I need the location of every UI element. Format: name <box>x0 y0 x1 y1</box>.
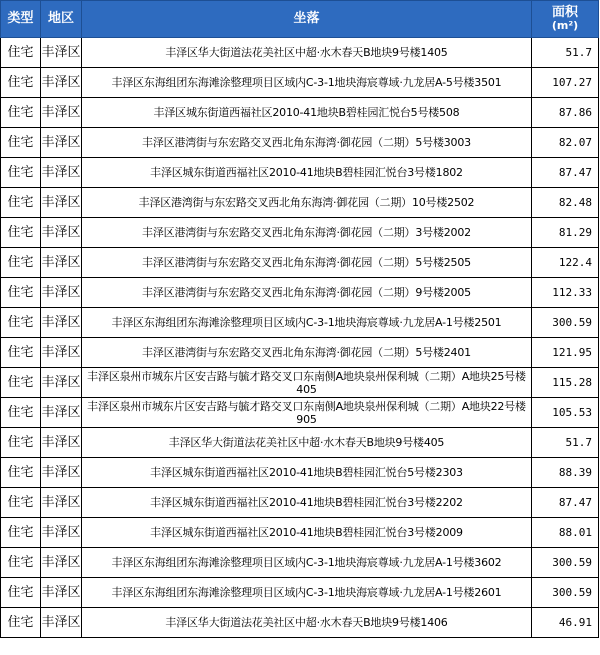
cell-type: 住宅 <box>1 158 41 188</box>
cell-type: 住宅 <box>1 398 41 428</box>
cell-area: 丰泽区 <box>41 248 82 278</box>
cell-type: 住宅 <box>1 308 41 338</box>
cell-type: 住宅 <box>1 548 41 578</box>
cell-area: 丰泽区 <box>41 158 82 188</box>
cell-area: 丰泽区 <box>41 98 82 128</box>
table-row <box>1 488 599 518</box>
cell-size: 87.86 <box>532 98 599 128</box>
cell-location: 丰泽区东海组团东海滩涂整理项目区域内C-3-1地块海宸尊域·九龙居A-1号楼2601 <box>82 578 532 608</box>
cell-size: 300.59 <box>532 578 599 608</box>
cell-type: 住宅 <box>1 428 41 458</box>
cell-location: 丰泽区泉州市城东片区安吉路与毓才路交叉口东南侧A地块泉州保利城（二期）A地块25号楼405 <box>82 368 532 398</box>
table-row <box>1 248 599 278</box>
cell-location: 丰泽区城东街道西福社区2010-41地块B碧桂园汇悦台3号楼2202 <box>82 488 532 518</box>
table-row <box>1 338 599 368</box>
table-row <box>1 578 599 608</box>
cell-size: 105.53 <box>532 398 599 428</box>
cell-type: 住宅 <box>1 338 41 368</box>
cell-size: 51.7 <box>532 428 599 458</box>
cell-location: 丰泽区港湾街与东宏路交叉西北角东海湾·御花园（二期）9号楼2005 <box>82 278 532 308</box>
table-body <box>1 38 599 638</box>
table-header <box>1 1 599 38</box>
cell-area: 丰泽区 <box>41 188 82 218</box>
cell-area: 丰泽区 <box>41 518 82 548</box>
cell-type: 住宅 <box>1 248 41 278</box>
header-area: 地区 <box>41 1 82 38</box>
header-type: 类型 <box>1 1 41 38</box>
cell-type: 住宅 <box>1 518 41 548</box>
cell-location: 丰泽区华大街道法花美社区中超·水木春天B地块9号楼1405 <box>82 38 532 68</box>
table-row <box>1 608 599 638</box>
table-row <box>1 38 599 68</box>
cell-location: 丰泽区城东街道西福社区2010-41地块B碧桂园汇悦台5号楼2303 <box>82 458 532 488</box>
table-row <box>1 368 599 398</box>
cell-type: 住宅 <box>1 188 41 218</box>
cell-location: 丰泽区城东街道西福社区2010-41地块B碧桂园汇悦台3号楼2009 <box>82 518 532 548</box>
cell-size: 51.7 <box>532 38 599 68</box>
cell-area: 丰泽区 <box>41 338 82 368</box>
cell-area: 丰泽区 <box>41 218 82 248</box>
cell-location: 丰泽区华大街道法花美社区中超·水木春天B地块9号楼1406 <box>82 608 532 638</box>
cell-type: 住宅 <box>1 38 41 68</box>
cell-area: 丰泽区 <box>41 128 82 158</box>
table-row <box>1 188 599 218</box>
cell-size: 46.91 <box>532 608 599 638</box>
cell-area: 丰泽区 <box>41 398 82 428</box>
cell-size: 107.27 <box>532 68 599 98</box>
table-row <box>1 68 599 98</box>
header-row <box>1 1 599 38</box>
cell-area: 丰泽区 <box>41 458 82 488</box>
cell-location: 丰泽区东海组团东海滩涂整理项目区域内C-3-1地块海宸尊域·九龙居A-5号楼3501 <box>82 68 532 98</box>
cell-location: 丰泽区港湾街与东宏路交叉西北角东海湾·御花园（二期）10号楼2502 <box>82 188 532 218</box>
table-row <box>1 278 599 308</box>
header-size-unit: (m²) <box>551 19 579 32</box>
cell-type: 住宅 <box>1 488 41 518</box>
cell-area: 丰泽区 <box>41 278 82 308</box>
cell-area: 丰泽区 <box>41 428 82 458</box>
cell-size: 88.39 <box>532 458 599 488</box>
cell-location: 丰泽区港湾街与东宏路交叉西北角东海湾·御花园（二期）5号楼3003 <box>82 128 532 158</box>
table-row <box>1 458 599 488</box>
cell-area: 丰泽区 <box>41 578 82 608</box>
cell-size: 300.59 <box>532 548 599 578</box>
cell-size: 115.28 <box>532 368 599 398</box>
table-row <box>1 158 599 188</box>
cell-type: 住宅 <box>1 218 41 248</box>
cell-location: 丰泽区港湾街与东宏路交叉西北角东海湾·御花园（二期）5号楼2505 <box>82 248 532 278</box>
cell-type: 住宅 <box>1 458 41 488</box>
cell-type: 住宅 <box>1 278 41 308</box>
cell-size: 122.4 <box>532 248 599 278</box>
cell-location: 丰泽区泉州市城东片区安吉路与毓才路交叉口东南侧A地块泉州保利城（二期）A地块22号楼905 <box>82 398 532 428</box>
cell-size: 87.47 <box>532 488 599 518</box>
cell-area: 丰泽区 <box>41 308 82 338</box>
table-row <box>1 428 599 458</box>
cell-location: 丰泽区华大街道法花美社区中超·水木春天B地块9号楼405 <box>82 428 532 458</box>
cell-size: 82.48 <box>532 188 599 218</box>
cell-size: 81.29 <box>532 218 599 248</box>
cell-size: 121.95 <box>532 338 599 368</box>
cell-type: 住宅 <box>1 368 41 398</box>
cell-type: 住宅 <box>1 68 41 98</box>
cell-area: 丰泽区 <box>41 488 82 518</box>
cell-area: 丰泽区 <box>41 38 82 68</box>
cell-size: 88.01 <box>532 518 599 548</box>
cell-location: 丰泽区东海组团东海滩涂整理项目区域内C-3-1地块海宸尊域·九龙居A-1号楼2501 <box>82 308 532 338</box>
table-row <box>1 398 599 428</box>
table-row <box>1 128 599 158</box>
cell-type: 住宅 <box>1 578 41 608</box>
table-row <box>1 518 599 548</box>
cell-location: 丰泽区东海组团东海滩涂整理项目区域内C-3-1地块海宸尊域·九龙居A-1号楼3602 <box>82 548 532 578</box>
cell-location: 丰泽区城东街道西福社区2010-41地块B碧桂园汇悦台3号楼1802 <box>82 158 532 188</box>
table-row <box>1 218 599 248</box>
cell-location: 丰泽区港湾街与东宏路交叉西北角东海湾·御花园（二期）5号楼2401 <box>82 338 532 368</box>
cell-size: 87.47 <box>532 158 599 188</box>
cell-type: 住宅 <box>1 128 41 158</box>
header-size-label: 面积 <box>551 5 578 20</box>
header-size <box>532 1 599 38</box>
cell-size: 112.33 <box>532 278 599 308</box>
table-row <box>1 308 599 338</box>
table-row <box>1 548 599 578</box>
cell-area: 丰泽区 <box>41 368 82 398</box>
cell-size: 82.07 <box>532 128 599 158</box>
cell-location: 丰泽区城东街道西福社区2010-41地块B碧桂园汇悦台5号楼508 <box>82 98 532 128</box>
cell-area: 丰泽区 <box>41 608 82 638</box>
header-location: 坐落 <box>82 1 532 38</box>
cell-area: 丰泽区 <box>41 68 82 98</box>
cell-type: 住宅 <box>1 608 41 638</box>
cell-location: 丰泽区港湾街与东宏路交叉西北角东海湾·御花园（二期）3号楼2002 <box>82 218 532 248</box>
cell-type: 住宅 <box>1 98 41 128</box>
cell-area: 丰泽区 <box>41 548 82 578</box>
cell-size: 300.59 <box>532 308 599 338</box>
table-row <box>1 98 599 128</box>
